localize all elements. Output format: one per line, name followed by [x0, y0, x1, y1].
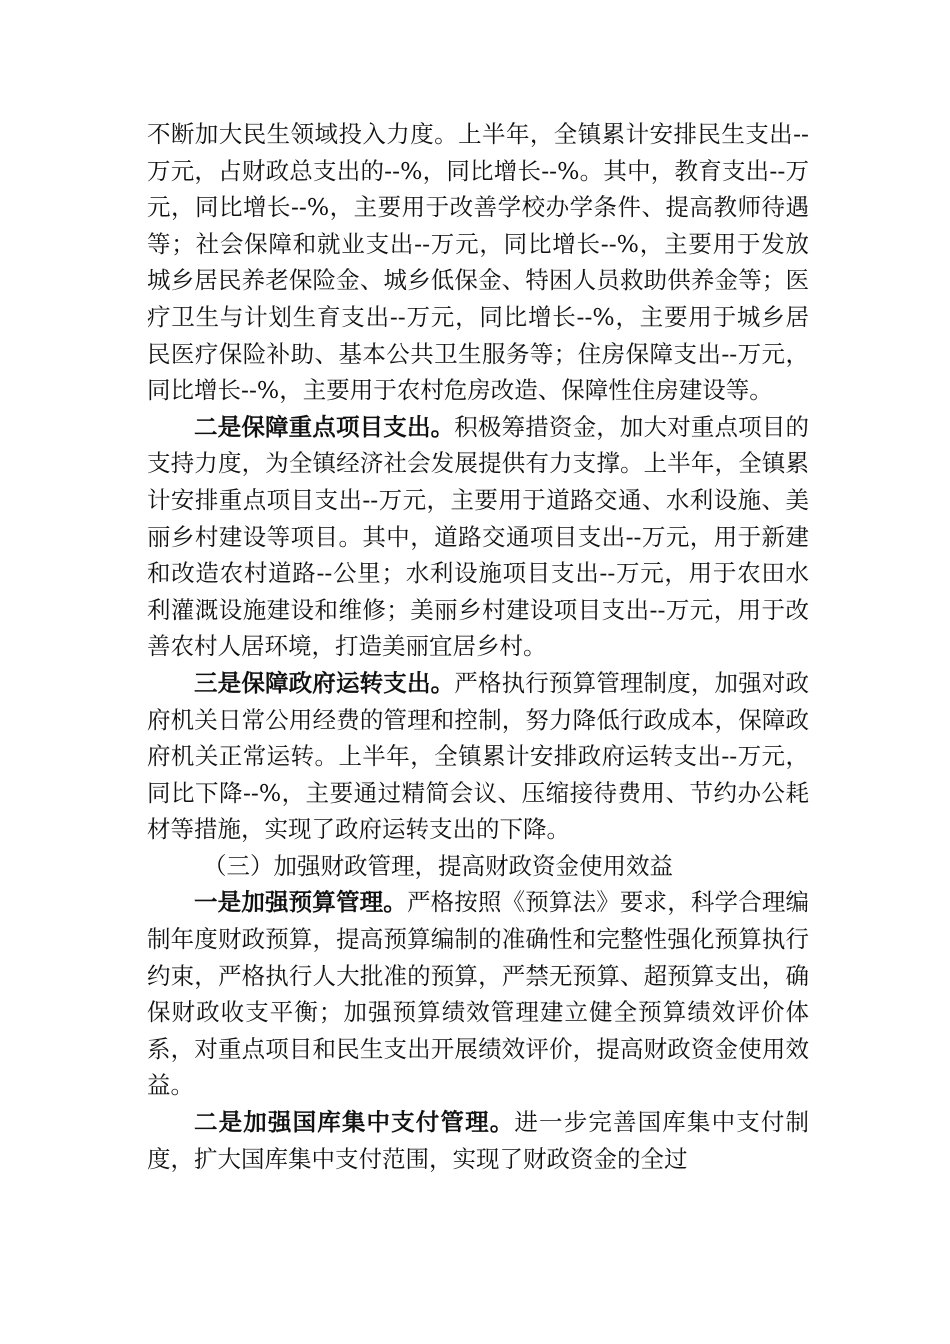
- paragraph-text: 严格按照《预算法》要求，科学合理编制年度财政预算，提高预算编制的准确性和完整性强化预算执行约束，严格执行人大批准的预算，严禁无预算、超预算支出，确保财政收支平衡；加强预算绩效管理建立健全预算绩效评价体系，对重点项目和民生支出开展绩效评价，提高财政资金使用效益。: [147, 888, 810, 1100]
- paragraph-government-operation: [147, 665, 809, 848]
- paragraph-lead: 二是保障重点项目支出。: [194, 412, 455, 441]
- paragraph-lead: 三是保障政府运转支出。: [194, 668, 455, 697]
- paragraph-text: 不断加大民生领域投入力度。上半年，全镇累计安排民生支出--万元，占财政总支出的--%，同比增长--%。其中，教育支出--万元，同比增长--%，主要用于改善学校办学条件、提高教师待遇等；社会保障和就业支出--万元，同比增长--%，主要用于发放城乡居民养老保险金、城乡低保金、特困人员救助供养金等；医疗卫生与计划生育支出--万元，同比增长--%，主要用于城乡居民医疗保险补助、基本公共卫生服务等；住房保障支出--万元，同比增长--%，主要用于农村危房改造、保障性住房建设等。: [147, 120, 809, 405]
- paragraph-minsheng-spending: [147, 116, 809, 409]
- paragraph-lead: 一是加强预算管理。: [194, 888, 407, 917]
- paragraph-lead: 二是加强国库集中支付管理。: [194, 1108, 515, 1137]
- paragraph-treasury-payment: [147, 1104, 809, 1177]
- document-page: [147, 116, 809, 1177]
- section-heading: （三）加强财政管理，提高财政资金使用效益: [203, 851, 673, 880]
- paragraph-text: 积极筹措资金，加大对重点项目的支持力度，为全镇经济社会发展提供有力支撑。上半年，全镇累计安排重点项目支出--万元，主要用于道路交通、水利设施、美丽乡村建设等项目。其中，道路交通项目支出--万元，用于新建和改造农村道路--公里；水利设施项目支出--万元，用于农田水利灌溉设施建设和维修；美丽乡村建设项目支出--万元，用于改善农村人居环境，打造美丽宜居乡村。: [147, 412, 810, 661]
- paragraph-text: 严格执行预算管理制度，加强对政府机关日常公用经费的管理和控制，努力降低行政成本，保障政府机关正常运转。上半年，全镇累计安排政府运转支出--万元，同比下降--%，主要通过精简会议、压缩接待费用、节约办公耗材等措施，实现了政府运转支出的下降。: [147, 668, 810, 844]
- paragraph-budget-management: [147, 884, 809, 1104]
- paragraph-key-projects: [147, 409, 809, 665]
- paragraph-text: 进一步完善国库集中支付制度，扩大国库集中支付范围，实现了财政资金的全过: [147, 1108, 810, 1173]
